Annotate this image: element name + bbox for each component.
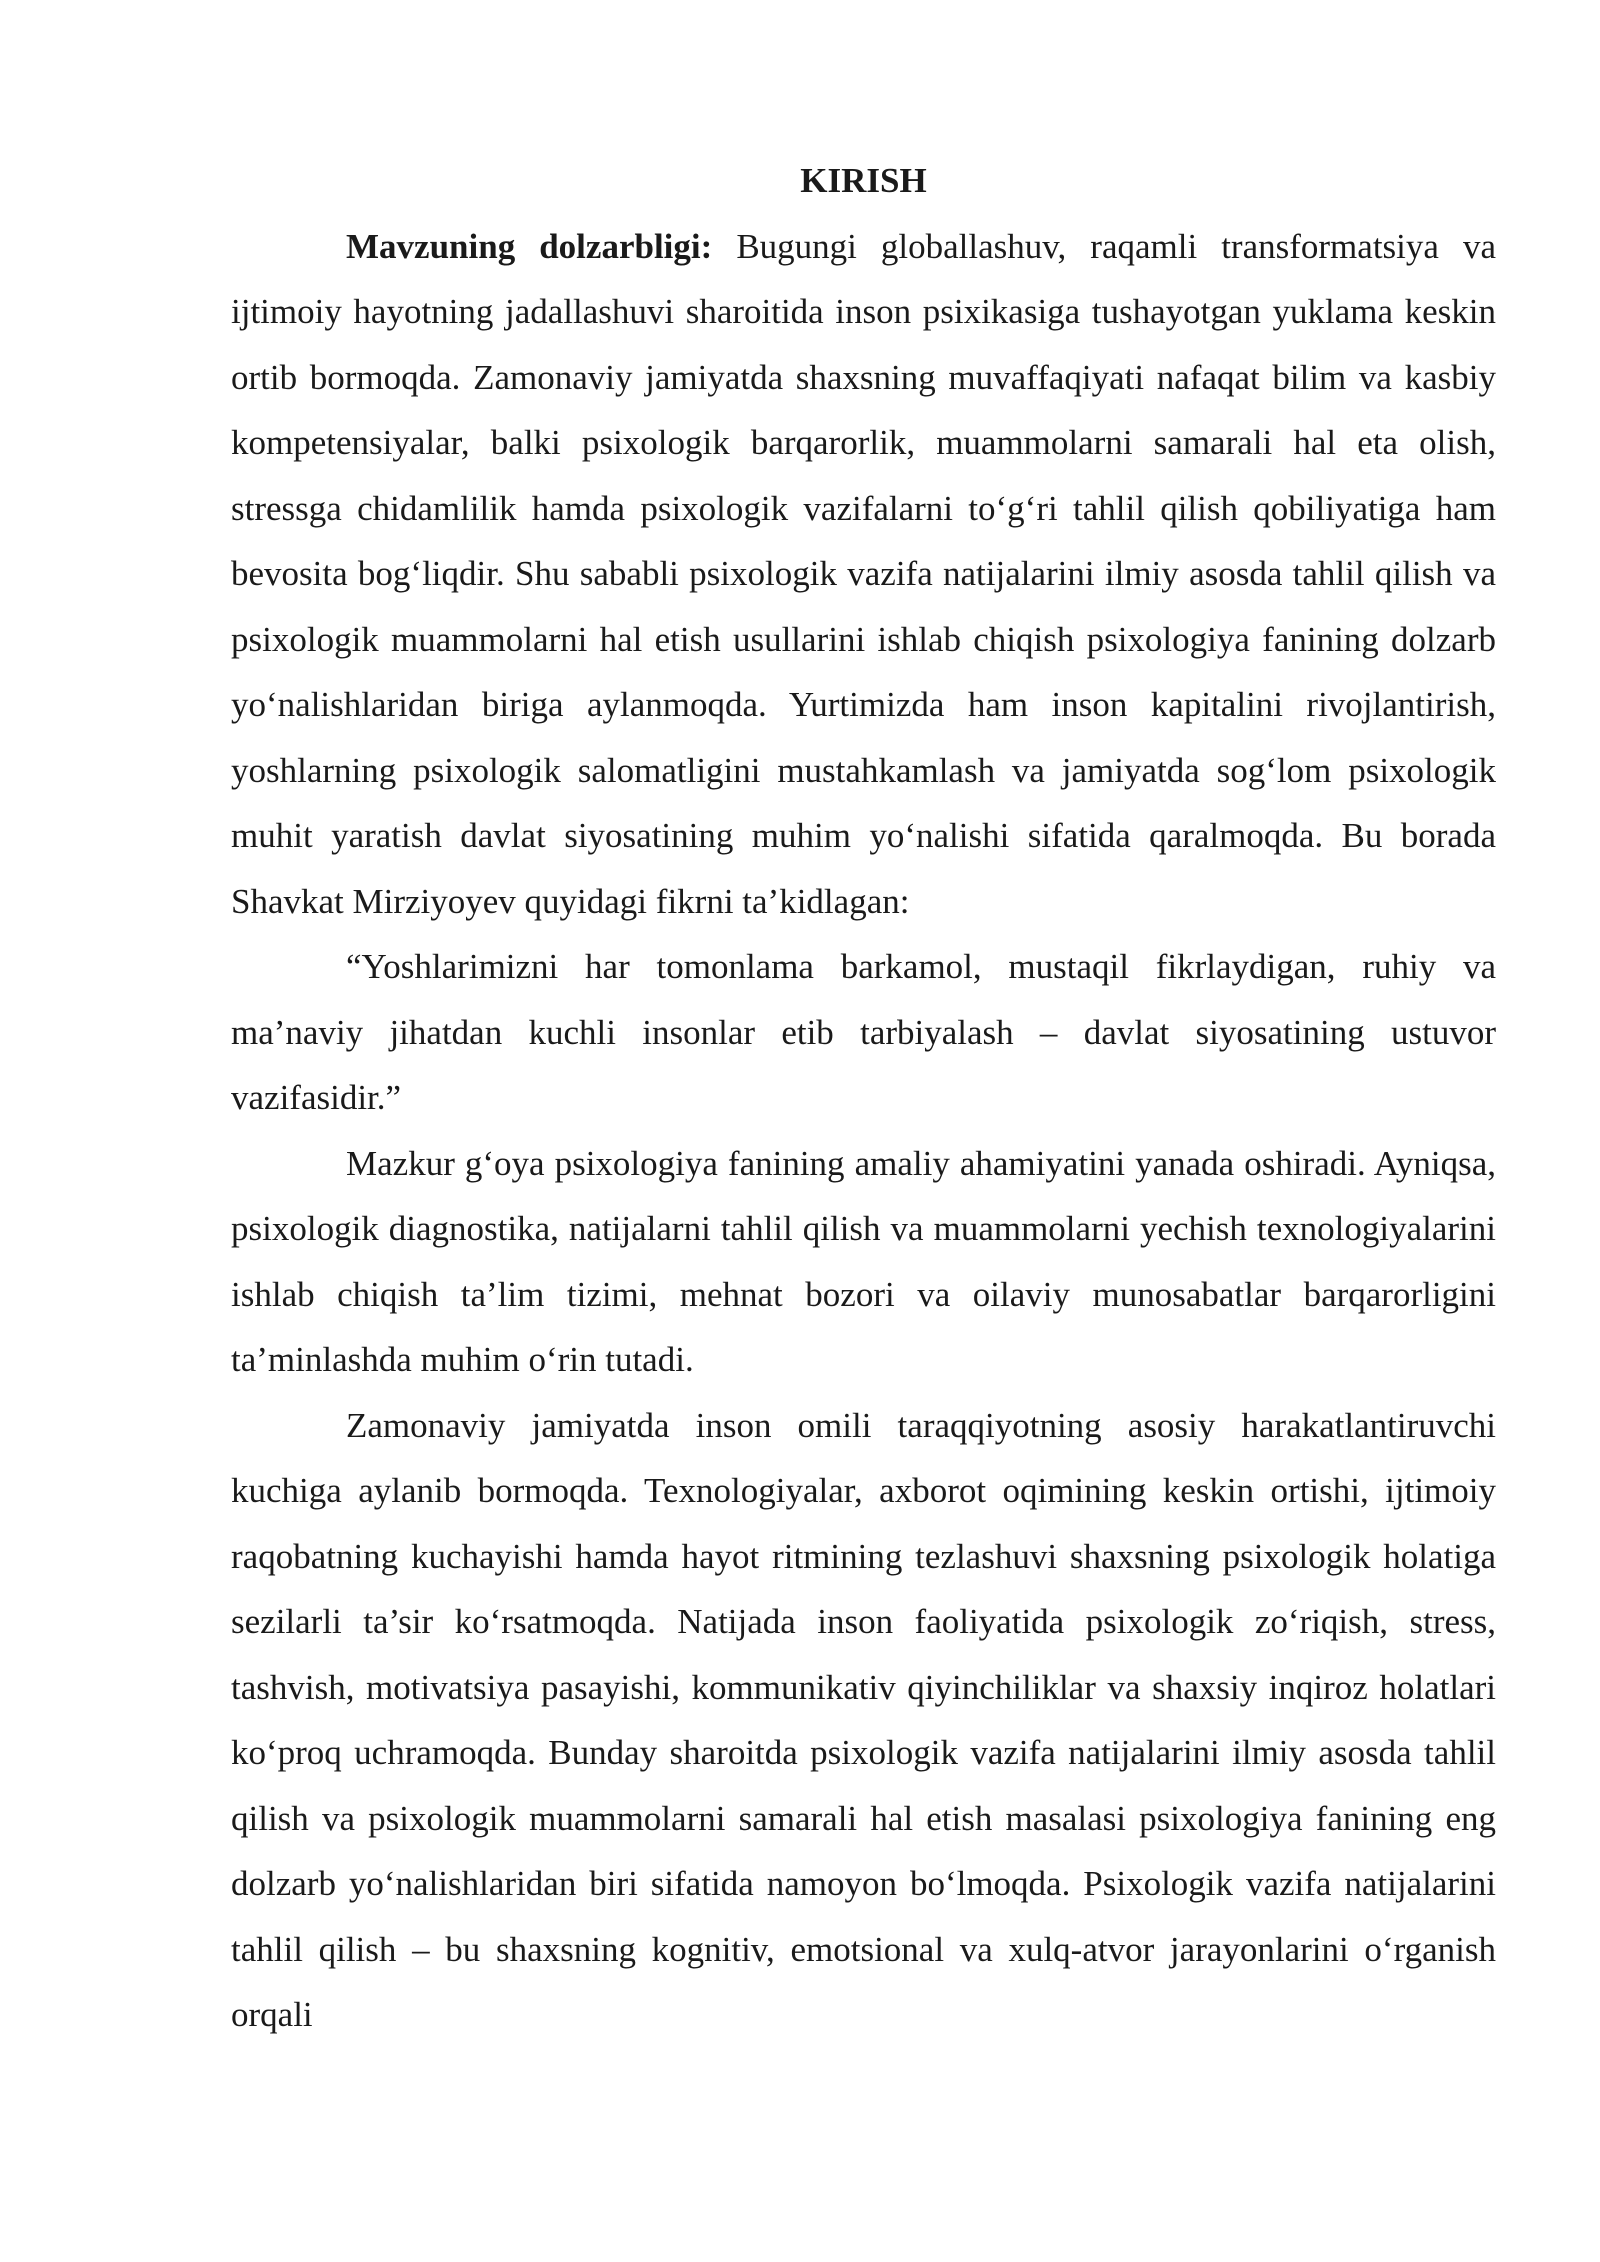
document-body [231, 148, 1496, 2048]
intro-lead: Mavzuning dolzarbligi: [346, 226, 713, 266]
paragraph-3: Zamonaviy jamiyatda inson omili taraqqiyotning asosiy harakatlantiruvchi kuchiga aylanib bormoqda. Texnologiyalar, axborot oqimining keskin ortishi, ijtimoiy raqobatning kuchayishi hamda hayot ritmining tezlashuvi shaxsning psixologik holatiga sezilarli ta’sir ko‘rsatmoqda. Natijada inson faoliyatida psixologik zo‘riqish, stress, tashvish, motivatsiya pasayishi, kommunikativ qiyinchiliklar va shaxsiy inqiroz holatlari ko‘proq uchramoqda. Bunday sharoitda psixologik vazifa natijalarini ilmiy asosda tahlil qilish va psixologik muammolarni samarali hal etish masalasi psixologiya fanining eng dolzarb yo‘nalishlaridan biri sifatida namoyon bo‘lmoqda. Psixologik vazifa natijalarini tahlil qilish – bu shaxsning kognitiv, emotsional va xulq-atvor jarayonlarini o‘rganish orqali [231, 1405, 1496, 2034]
intro-text: Bugungi globallashuv, raqamli transformatsiya va ijtimoiy hayotning jadallashuvi sharoitida inson psixikasiga tushayotgan yuklama keskin ortib bormoqda. Zamonaviy jamiyatda shaxsning muvaffaqiyati nafaqat bilim va kasbiy kompetensiyalar, balki psixologik barqarorlik, muammolarni samarali hal eta olish, stressga chidamlilik hamda psixologik vazifalarni to‘g‘ri tahlil qilish qobiliyatiga ham bevosita bog‘liqdir. Shu sababli psixologik vazifa natijalarini ilmiy asosda tahlil qilish va psixologik muammolarni hal etish usullarini ishlab chiqish psixologiya fanining dolzarb yo‘nalishlaridan biriga aylanmoqda. Yurtimizda ham inson kapitalini rivojlantirish, yoshlarning psixologik salomatligini mustahkamlash va jamiyatda sog‘lom psixologik muhit yaratish davlat siyosatining muhim yo‘nalishi sifatida qaralmoqda. Bu borada Shavkat Mirziyoyev quyidagi fikrni ta’kidlagan: [231, 226, 1496, 921]
quote-paragraph: “Yoshlarimizni har tomonlama barkamol, mustaqil fikrlaydigan, ruhiy va ma’naviy jihatdan kuchli insonlar etib tarbiyalash – davlat siyosatining ustuvor vazifasidir.” [231, 947, 1496, 1117]
page-title: KIRISH [800, 161, 927, 200]
paragraph-2: Mazkur g‘oya psixologiya fanining amaliy ahamiyatini yanada oshiradi. Ayniqsa, psixologik diagnostika, natijalarni tahlil qilish va muammolarni yechish texnologiyalarini ishlab chiqish ta’lim tizimi, mehnat bozori va oilaviy munosabatlar barqarorligini ta’minlashda muhim o‘rin tutadi. [231, 1143, 1496, 1379]
intro-paragraph [231, 214, 1496, 935]
